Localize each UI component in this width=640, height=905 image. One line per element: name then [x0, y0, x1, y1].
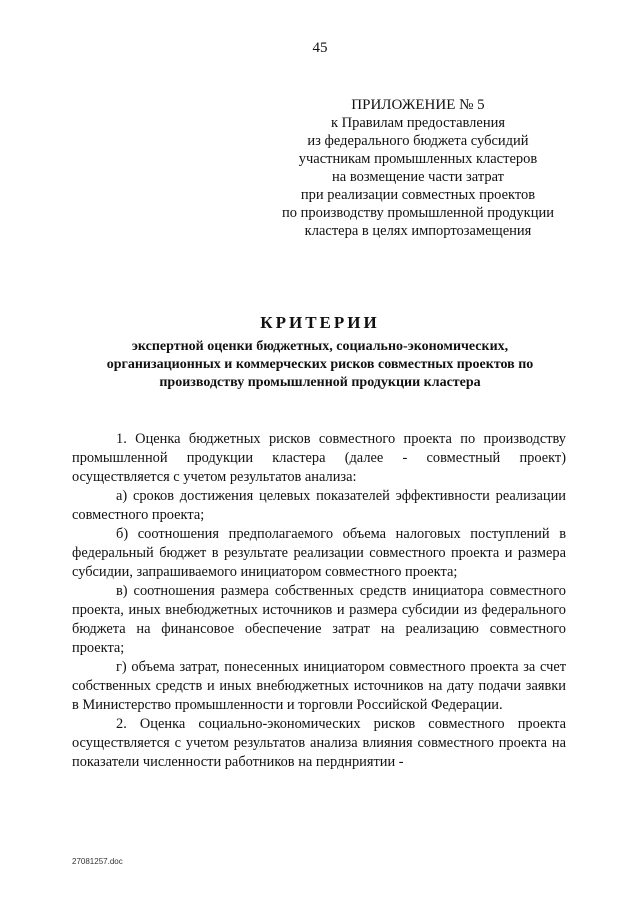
appendix-title: ПРИЛОЖЕНИЕ № 5 — [351, 97, 485, 113]
appendix-line: к Правилам предоставления — [330, 115, 506, 131]
appendix-line: из федерального бюджета субсидий — [307, 133, 529, 149]
paragraph: 2. Оценка социально-экономических рисков совместного проекта осуществляется с учетом результатов анализа влияния совместного проекта на показатели численности работников на перднриятии - — [72, 716, 566, 770]
paragraph: а) сроков достижения целевых показателей эффективности реализации совместного проекта; — [72, 488, 566, 523]
page-number: 45 — [312, 40, 328, 56]
appendix-line: кластера в целях импортозамещения — [304, 223, 532, 239]
appendix-block — [268, 96, 568, 240]
appendix-line: при реализации совместных проектов — [300, 187, 536, 203]
paragraph: 1. Оценка бюджетных рисков совместного проекта по производству промышленной продукции кластера (далее - совместный проект) осуществляется с учетом результатов анализа: — [72, 431, 566, 485]
criteria-subtitle: экспертной оценки бюджетных, социально-экономических, организационных и коммерческих рисков совместных проектов по производству промышленной продукции кластера — [106, 339, 534, 390]
paragraph: б) соотношения предполагаемого объема налоговых поступлений в федеральный бюджет в результате реализации совместного проекта и размера субсидии, запрашиваемого инициатором совместного проекта; — [72, 526, 566, 580]
document-code: 27081257.doc — [72, 857, 123, 866]
appendix-line: участникам промышленных кластеров — [298, 151, 538, 167]
body-text — [72, 430, 566, 772]
appendix-line: на возмещение части затрат — [332, 169, 504, 185]
paragraph: в) соотношения размера собственных средств инициатора совместного проекта, иных внебюджетных источников и размера субсидии из федерального бюджета на финансовое обеспечение затрат на реализацию совместного проекта; — [72, 583, 566, 656]
appendix-line: по производству промышленной продукции — [281, 205, 555, 221]
criteria-title: КРИТЕРИИ — [260, 313, 380, 332]
paragraph: г) объема затрат, понесенных инициатором совместного проекта за счет собственных средств и иных внебюджетных источников на дату подачи заявки в Министерство промышленности и торговли Российской Федерации. — [72, 659, 566, 713]
